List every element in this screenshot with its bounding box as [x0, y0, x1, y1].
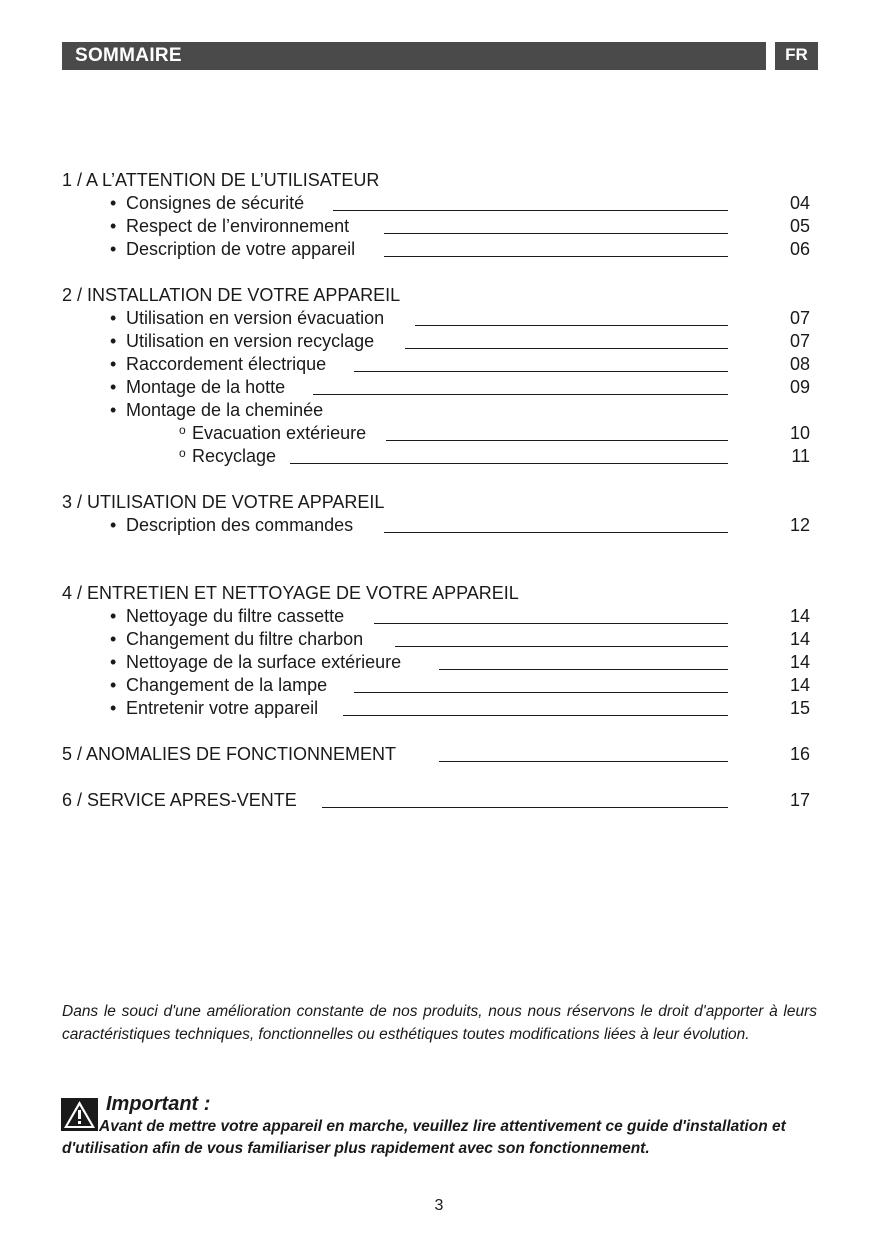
dot-leader — [384, 233, 728, 234]
toc-section-3[interactable] — [0, 492, 878, 515]
page-title: SOMMAIRE — [75, 45, 182, 66]
language-badge: FR — [775, 42, 818, 70]
entry-page: 05 — [789, 216, 810, 236]
bullet-icon: • — [110, 629, 117, 649]
toc-section-5[interactable] — [0, 744, 878, 767]
header-bar — [62, 42, 766, 70]
entry-label: Montage de la hotte — [126, 377, 286, 397]
entry-page: 04 — [789, 193, 810, 213]
bullet-icon: • — [110, 193, 117, 213]
entry-page: 14 — [789, 606, 810, 626]
dot-leader — [395, 646, 728, 647]
entry-page: 10 — [789, 423, 810, 443]
toc-section-2[interactable] — [0, 285, 878, 308]
toc-entry[interactable] — [0, 698, 878, 721]
page-number: 3 — [434, 1197, 444, 1214]
entry-page: 12 — [789, 515, 810, 535]
entry-page: 14 — [789, 629, 810, 649]
entry-label: Description de votre appareil — [126, 239, 356, 259]
toc-subentry[interactable] — [0, 423, 878, 446]
entry-page: 07 — [789, 308, 810, 328]
dot-leader — [374, 623, 728, 624]
toc-section-1[interactable] — [0, 170, 878, 193]
bullet-icon: • — [110, 354, 117, 374]
disclaimer-note: Dans le souci d'une amélioration constante de nos produits, nous nous réservons le droit d'apporter à leurs caractéristiques techniques, fonctionnelles ou esthétiques toutes modifications liées à leur évolution. — [62, 1003, 817, 1043]
entry-label: Nettoyage de la surface extérieure — [126, 652, 402, 672]
toc-entry[interactable] — [0, 629, 878, 652]
toc-entry[interactable] — [0, 308, 878, 331]
bullet-icon: • — [110, 216, 117, 236]
toc-entry[interactable] — [0, 239, 878, 262]
section-title: 4 / ENTRETIEN ET NETTOYAGE DE VOTRE APPAREIL — [62, 583, 519, 603]
entry-page: 06 — [789, 239, 810, 259]
entry-label: Respect de l’environnement — [126, 216, 350, 236]
entry-label: Utilisation en version recyclage — [126, 331, 375, 351]
bullet-icon: • — [110, 331, 117, 351]
toc-subentry[interactable] — [0, 446, 878, 469]
dot-leader — [322, 807, 728, 808]
entry-page: 17 — [789, 790, 810, 810]
entry-label: Evacuation extérieure — [192, 423, 367, 443]
dot-leader — [439, 761, 728, 762]
toc-section-6[interactable] — [0, 790, 878, 813]
entry-page: 14 — [789, 675, 810, 695]
circle-bullet-icon: o — [179, 446, 186, 460]
entry-page: 09 — [789, 377, 810, 397]
toc-entry[interactable] — [0, 675, 878, 698]
toc-entry[interactable] — [0, 400, 878, 423]
entry-page: 15 — [789, 698, 810, 718]
toc-entry[interactable] — [0, 354, 878, 377]
entry-label: Description des commandes — [126, 515, 354, 535]
entry-label: Changement du filtre charbon — [126, 629, 364, 649]
entry-page: 14 — [789, 652, 810, 672]
bullet-icon: • — [110, 698, 117, 718]
entry-page: 16 — [789, 744, 810, 764]
dot-leader — [386, 440, 728, 441]
dot-leader — [343, 715, 728, 716]
important-text: Avant de mettre votre appareil en marche, veuillez lire attentivement ce guide d'installation et d'utilisation afin de vous familiariser plus rapidement avec son fonctionnement. — [62, 1118, 786, 1157]
section-title: 1 / A L’ATTENTION DE L’UTILISATEUR — [62, 170, 380, 190]
toc-entry[interactable] — [0, 515, 878, 538]
important-title: Important : — [106, 1093, 211, 1115]
entry-label: Nettoyage du filtre cassette — [126, 606, 345, 626]
bullet-icon: • — [110, 515, 117, 535]
toc-entry[interactable] — [0, 193, 878, 216]
entry-label: Utilisation en version évacuation — [126, 308, 385, 328]
entry-page: 11 — [791, 446, 810, 466]
toc-entry[interactable] — [0, 652, 878, 675]
entry-label: Consignes de sécurité — [126, 193, 305, 213]
section-title: 2 / INSTALLATION DE VOTRE APPAREIL — [62, 285, 401, 305]
bullet-icon: • — [110, 652, 117, 672]
toc-entry[interactable] — [0, 606, 878, 629]
toc-section-4[interactable] — [0, 583, 878, 606]
dot-leader — [439, 669, 728, 670]
toc-entry[interactable] — [0, 331, 878, 354]
dot-leader — [384, 532, 728, 533]
dot-leader — [313, 394, 728, 395]
entry-label: Raccordement électrique — [126, 354, 327, 374]
entry-page: 07 — [789, 331, 810, 351]
entry-label: Recyclage — [192, 446, 277, 466]
circle-bullet-icon: o — [179, 423, 186, 437]
section-title: 3 / UTILISATION DE VOTRE APPAREIL — [62, 492, 385, 512]
entry-page: 08 — [789, 354, 810, 374]
dot-leader — [405, 348, 728, 349]
dot-leader — [384, 256, 728, 257]
bullet-icon: • — [110, 239, 117, 259]
bullet-icon: • — [110, 606, 117, 626]
entry-label: Entretenir votre appareil — [126, 698, 319, 718]
bullet-icon: • — [110, 400, 117, 420]
section-title: 6 / SERVICE APRES-VENTE — [62, 790, 297, 810]
dot-leader — [290, 463, 728, 464]
entry-label: Montage de la cheminée — [126, 400, 324, 420]
dot-leader — [354, 371, 728, 372]
dot-leader — [415, 325, 728, 326]
bullet-icon: • — [110, 377, 117, 397]
toc-entry[interactable] — [0, 216, 878, 239]
section-title: 5 / ANOMALIES DE FONCTIONNEMENT — [62, 744, 397, 764]
dot-leader — [333, 210, 728, 211]
toc-entry[interactable] — [0, 377, 878, 400]
dot-leader — [354, 692, 728, 693]
bullet-icon: • — [110, 308, 117, 328]
bullet-icon: • — [110, 675, 117, 695]
entry-label: Changement de la lampe — [126, 675, 328, 695]
